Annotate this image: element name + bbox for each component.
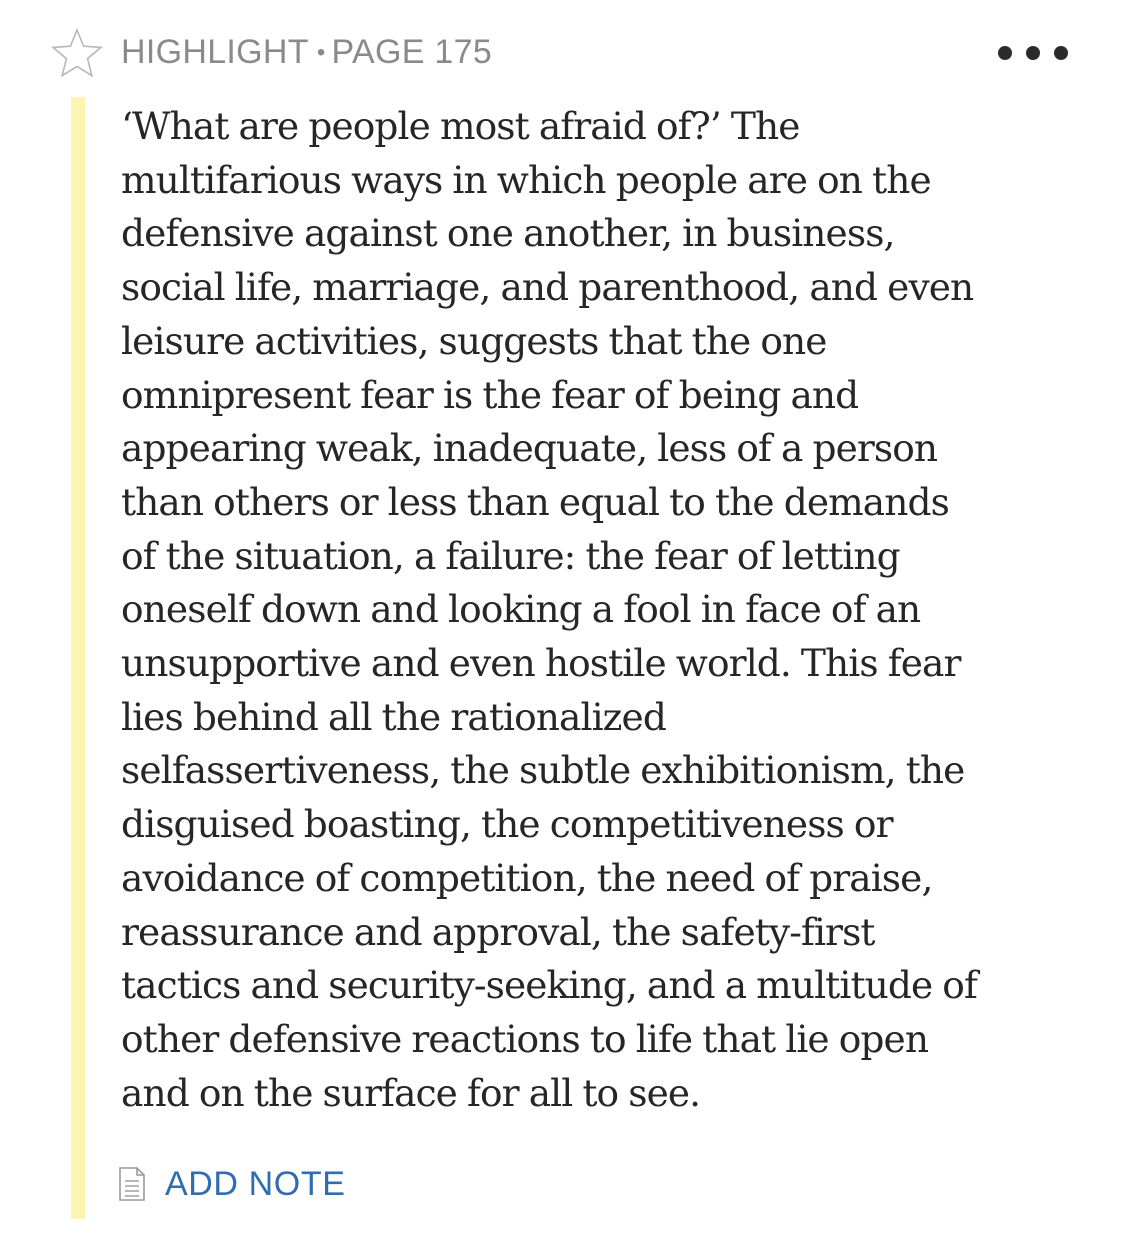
highlight-text-line: appearing weak, inadequate, less of a person <box>121 426 938 471</box>
highlight-text-line: of the situation, a failure: the fear of letting <box>121 533 900 578</box>
highlight-text-line: and on the surface for all to see. <box>121 1070 701 1115</box>
highlight-text-line: tactics and security-seeking, and a multitude of <box>121 963 977 1008</box>
highlight-text-line: other defensive reactions to life that lie open <box>121 1016 929 1061</box>
separator-dot: • <box>316 39 326 66</box>
highlight-color-bar <box>71 97 85 1219</box>
highlight-text-line: leisure activities, suggests that the one <box>121 318 827 363</box>
add-note-label: ADD NOTE <box>165 1164 346 1203</box>
note-icon <box>118 1166 146 1202</box>
highlight-text-line: oneself down and looking a fool in face of an <box>121 587 921 632</box>
highlight-text-line: omnipresent fear is the fear of being and <box>121 372 859 417</box>
highlight-text-line: avoidance of competition, the need of praise, <box>121 855 933 900</box>
highlight-text-line: unsupportive and even hostile world. This fear <box>121 641 961 686</box>
highlight-type-label: HIGHLIGHT <box>121 33 309 71</box>
favorite-star-button[interactable] <box>50 27 104 79</box>
highlight-text-line: ‘What are people most afraid of?’ The <box>121 104 800 148</box>
highlight-text[interactable] <box>121 100 1111 1120</box>
highlight-text-line: than others or less than equal to the demands <box>121 479 949 524</box>
highlight-text-line: defensive against one another, in business, <box>121 211 895 256</box>
highlight-text-line: social life, marriage, and parenthood, and even <box>121 265 974 310</box>
highlight-text-line: reassurance and approval, the safety-first <box>121 909 875 954</box>
more-horizontal-icon <box>998 46 1068 60</box>
page-number-label: PAGE 175 <box>331 33 493 71</box>
add-note-button[interactable] <box>118 1162 345 1206</box>
highlight-text-line: lies behind all the rationalized <box>121 694 666 739</box>
highlight-text-line: disguised boasting, the competitiveness or <box>121 802 893 847</box>
highlight-text-line: multifarious ways in which people are on the <box>121 157 931 202</box>
more-options-button[interactable] <box>998 40 1068 66</box>
star-outline-icon <box>50 27 104 79</box>
highlight-location-label <box>121 30 492 75</box>
highlight-text-line: selfassertiveness, the subtle exhibitionism, the <box>121 748 965 793</box>
